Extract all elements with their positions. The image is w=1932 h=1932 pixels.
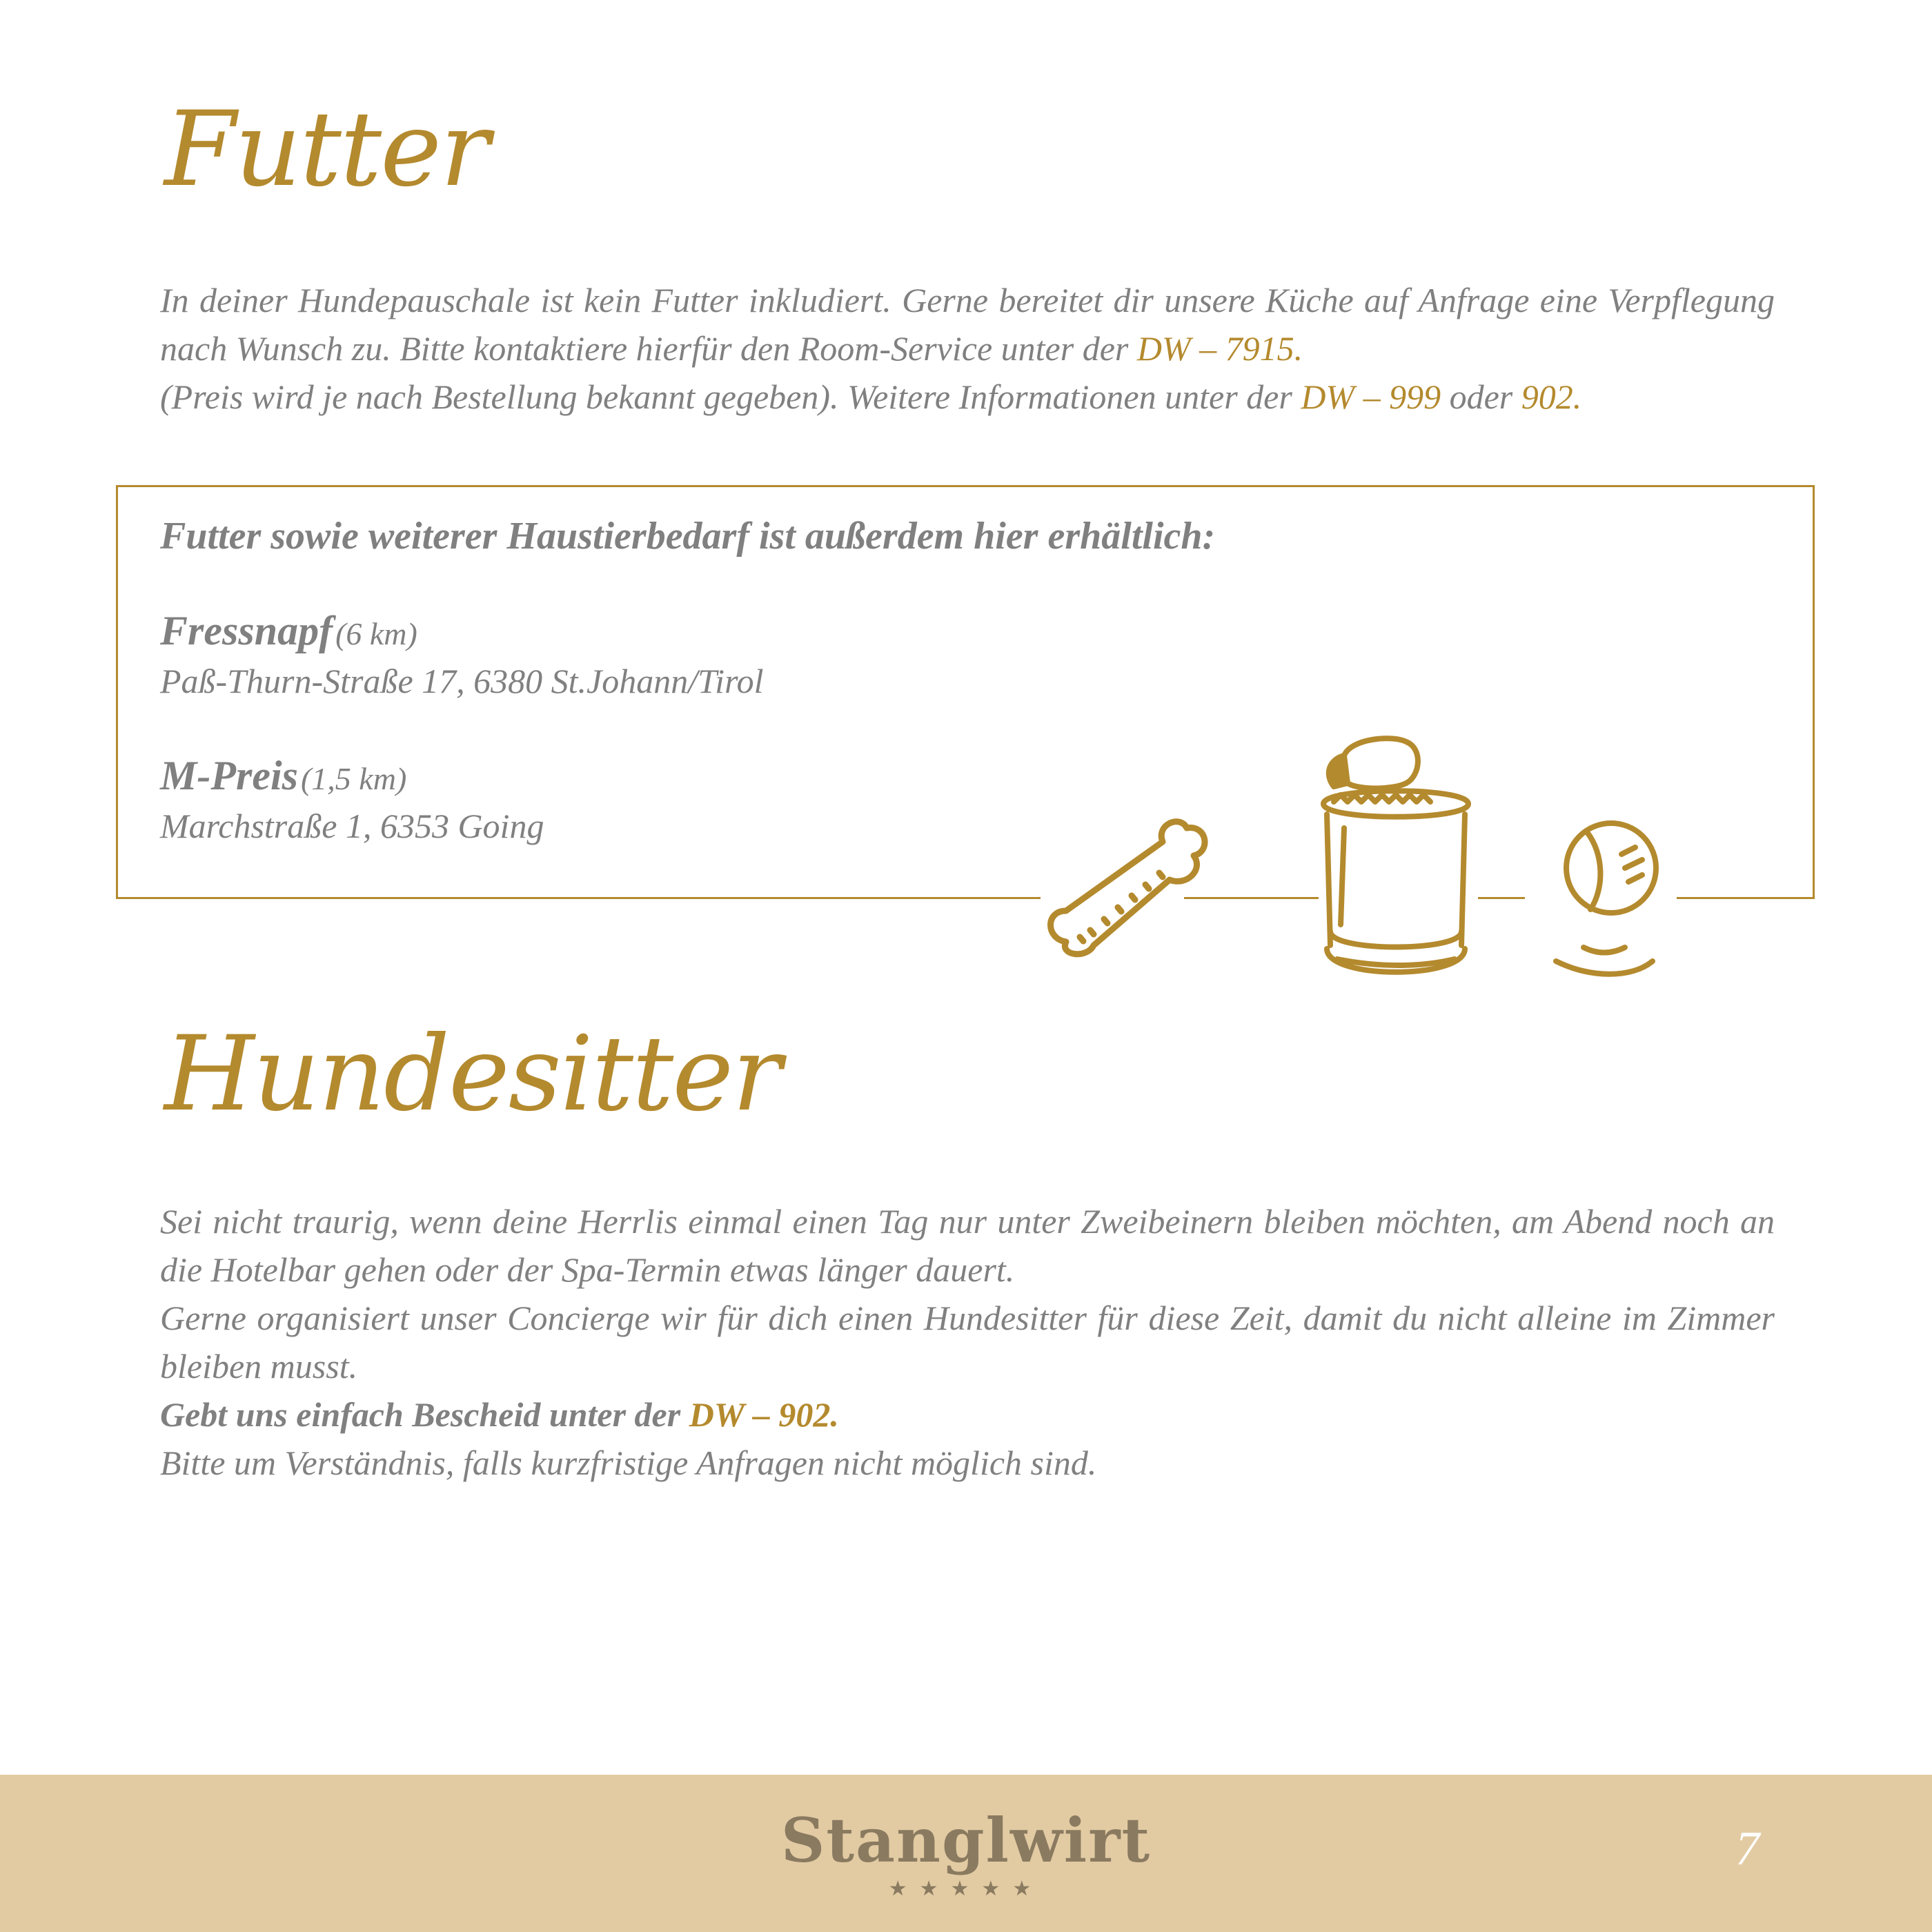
hundesitter-line-2: Gerne organisiert unser Concierge wir für dich einen Hundesitter für diese Zeit, damit du nicht alleine im Zimmer bleiben musst. [160, 1299, 1775, 1386]
info-phone-902: 902. [1521, 377, 1582, 416]
store-mpreis [160, 752, 406, 800]
info-phone-999: DW – 999 [1301, 377, 1441, 416]
box-bottom-line-segment [1677, 897, 1815, 899]
futter-intro-part-3: oder [1441, 377, 1521, 416]
store-address: Paß-Thurn-Straße 17, 6380 St.Johann/Tirol [160, 662, 764, 700]
store-address: Marchstraße 1, 6353 Going [160, 807, 544, 845]
logo-stars: ★★★★★ [888, 1877, 1044, 1900]
futter-title: Futter [164, 90, 489, 210]
hundesitter-line-4: Bitte um Verständnis, falls kurzfristige Anfragen nicht möglich sind. [160, 1443, 1097, 1482]
store-name: M-Preis [160, 753, 298, 798]
futter-intro-part-2: (Preis wird je nach Bestellung bekannt gegeben). Weitere Informationen unter der [160, 377, 1301, 416]
food-can-icon [1296, 724, 1475, 987]
store-distance: (1,5 km) [300, 761, 407, 796]
hundesitter-text [160, 1197, 1775, 1487]
hundesitter-phone: DW – 902. [689, 1395, 839, 1434]
store-distance: (6 km) [335, 616, 417, 651]
store-name: Fressnapf [160, 608, 333, 653]
futter-intro-part-1: In deiner Hundepauschale ist kein Futter inkludiert. Gerne bereitet dir unsere Küche auf Anfrage eine Verpflegung nach Wunsch zu. Bitte kontaktiere hierfür den Room-Service unter der [160, 281, 1775, 368]
room-service-phone: DW – 7915. [1136, 329, 1303, 368]
hundesitter-contact-text: Gebt uns einfach Bescheid unter der [160, 1395, 689, 1434]
futter-intro-text [160, 276, 1775, 421]
hundesitter-title: Hundesitter [164, 1014, 780, 1134]
dog-bone-icon [1038, 814, 1225, 959]
box-heading: Futter sowie weiterer Haustierbedarf ist außerdem hier erhältlich: [160, 515, 1216, 558]
box-bottom-line-segment [1478, 897, 1525, 899]
store-fressnapf [160, 607, 417, 655]
hundesitter-line-1: Sei nicht traurig, wenn deine Herrlis einmal einen Tag nur unter Zweibeinern bleiben möchten, am Abend noch an die Hotelbar gehen oder der Spa-Termin etwas länger dauert. [160, 1202, 1775, 1289]
page-number: 7 [1735, 1822, 1759, 1875]
stanglwirt-logo: Stanglwirt [780, 1804, 1152, 1876]
ball-icon [1549, 813, 1673, 985]
box-bottom-line-segment [116, 897, 1041, 899]
